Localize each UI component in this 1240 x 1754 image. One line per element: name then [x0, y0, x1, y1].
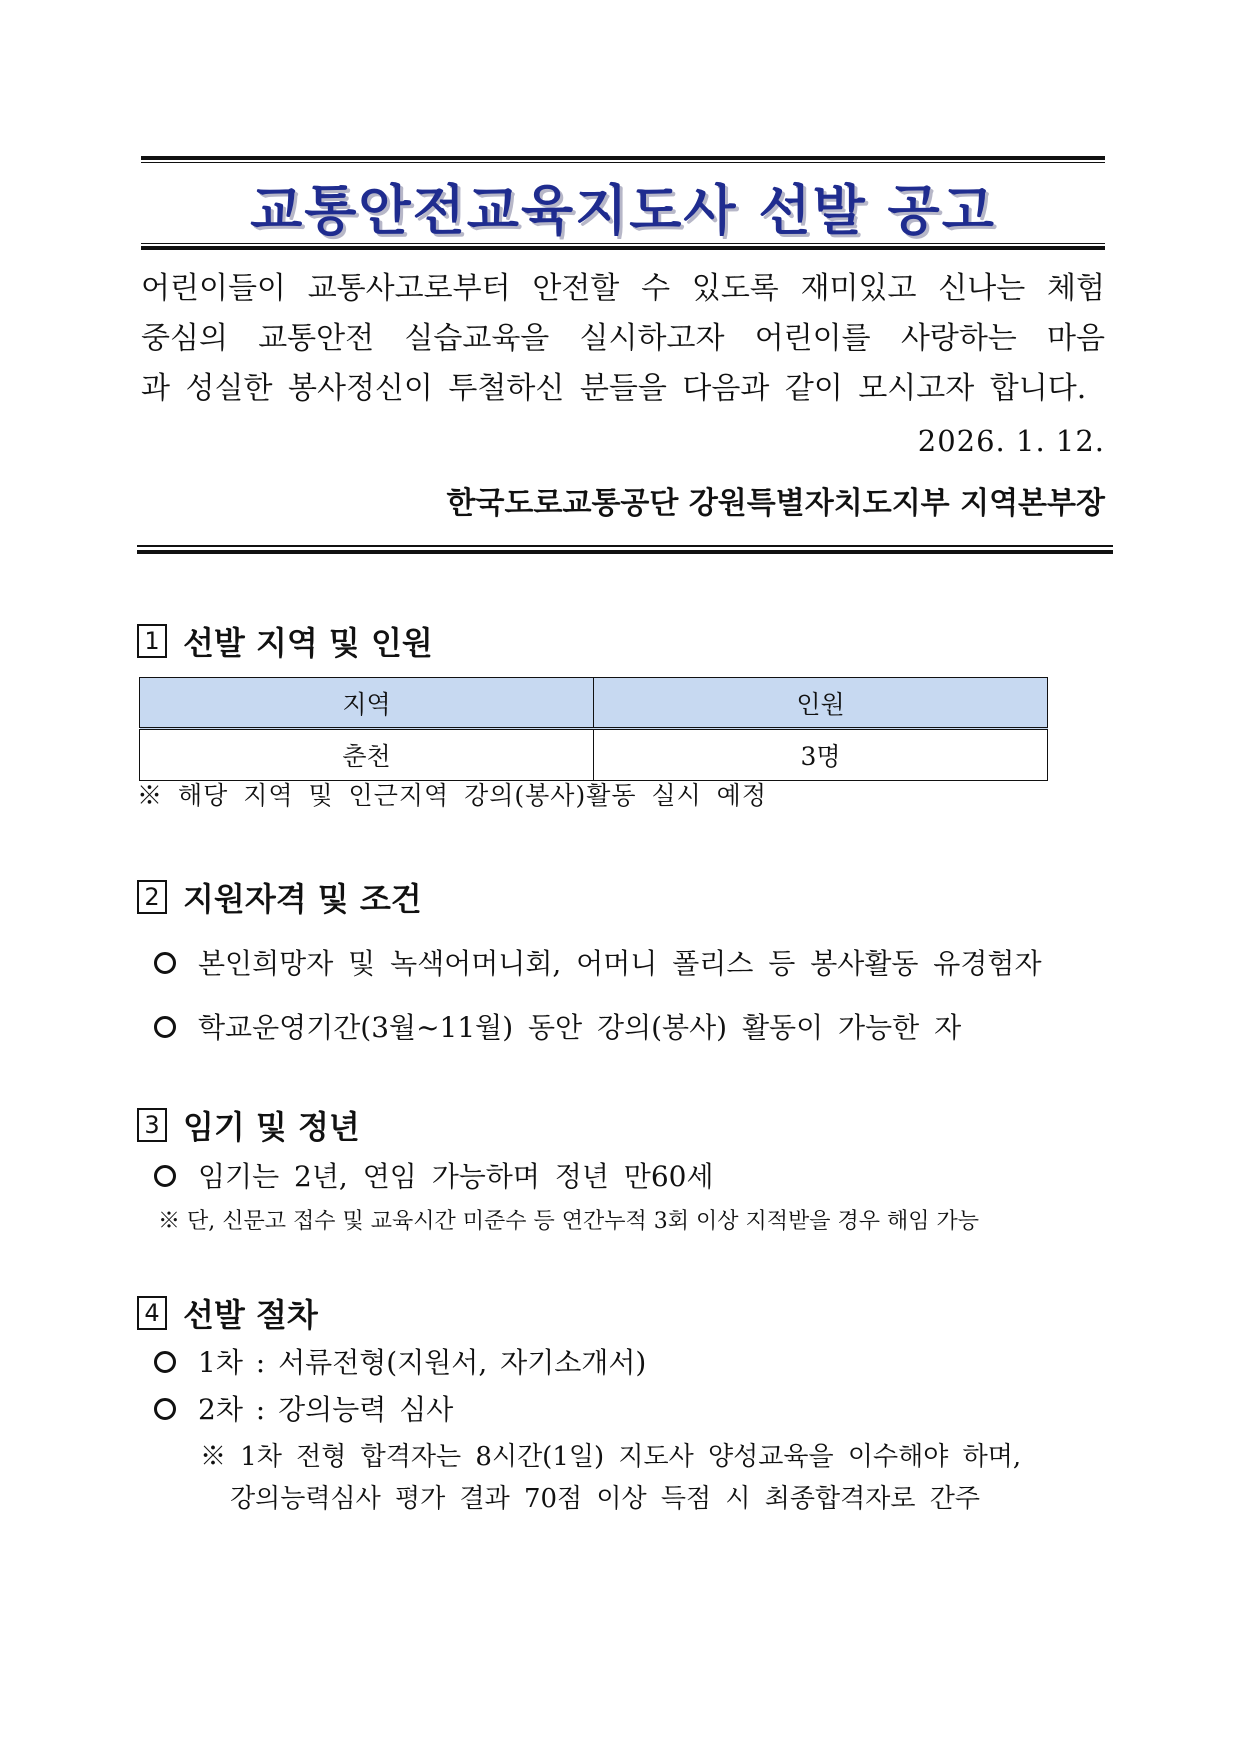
table-cell-count: 3명 — [594, 729, 1048, 781]
intro-word: 실습교육을 — [404, 321, 550, 356]
title-bottom-rule-thin — [141, 243, 1105, 244]
item-text: 학교운영기간(3월~11월) 동안 강의(봉사) 활동이 가능한 자 — [198, 1011, 962, 1044]
table-cell-region: 춘천 — [140, 729, 594, 781]
intro-word: 안전할 — [532, 271, 620, 306]
circle-bullet-icon — [154, 1398, 176, 1420]
intro-word: 교통안전 — [258, 321, 375, 356]
issuer-name: 한국도로교통공단 강원특별자치도지부 지역본부장 — [446, 486, 1105, 521]
section-4-note-line-2: 강의능력심사 평가 결과 70점 이상 득점 시 최종합격자로 간주 — [230, 1484, 980, 1514]
section-3-note: ※ 단, 신문고 접수 및 교육시간 미준수 등 연간누적 3회 이상 지적받을 경우 해임 가능 — [158, 1209, 979, 1234]
section-2-title: 지원자격 및 조건 — [183, 880, 422, 918]
table-header-row — [140, 678, 1048, 729]
section-1-header — [137, 618, 433, 664]
section-4-header — [137, 1290, 318, 1336]
intro-word: 사랑하는 — [900, 321, 1017, 356]
circle-bullet-icon — [154, 1351, 176, 1373]
intro-line-2 — [141, 314, 1105, 364]
section-3-title: 임기 및 정년 — [183, 1108, 360, 1146]
section-3-item-1 — [154, 1155, 714, 1195]
table-row — [140, 729, 1048, 781]
section-3-header — [137, 1102, 360, 1148]
header-separator-thick — [137, 550, 1113, 554]
intro-word: 교통사고로부터 — [307, 271, 511, 306]
notice-date: 2026. 1. 12. — [917, 424, 1105, 458]
title-top-rule — [141, 156, 1105, 160]
intro-word: 신나는 — [938, 271, 1026, 306]
item-text: 임기는 2년, 연임 가능하며 정년 만60세 — [198, 1160, 714, 1193]
title-bottom-rule — [141, 246, 1105, 250]
circle-bullet-icon — [154, 1165, 176, 1187]
intro-word: 중심의 — [141, 321, 228, 356]
title-top-rule-thin — [141, 162, 1105, 163]
intro-word: 있도록 — [691, 271, 779, 306]
intro-word: 어린이를 — [754, 321, 871, 356]
table-header-cell: 지역 — [140, 678, 594, 729]
page-title: 교통안전교육지도사 선발 공고 — [250, 179, 996, 242]
circle-bullet-icon — [154, 1016, 176, 1038]
selection-table — [139, 677, 1048, 781]
intro-line-1 — [141, 264, 1105, 314]
intro-word: 마음 — [1047, 321, 1105, 356]
section-2-header — [137, 874, 422, 920]
intro-word: 수 — [641, 271, 671, 306]
header-separator-thin — [137, 545, 1113, 547]
section-4-item-2 — [154, 1388, 453, 1428]
section-2-item-2 — [154, 1006, 961, 1046]
intro-line-3-text: 과 성실한 봉사정신이 투철하신 분들을 다음과 같이 모시고자 합니다. — [141, 371, 1087, 406]
section-2-number: 2 — [137, 880, 167, 914]
item-text: 1차 : 서류전형(지원서, 자기소개서) — [198, 1346, 647, 1379]
circle-bullet-icon — [154, 952, 176, 974]
intro-word: 실시하고자 — [579, 321, 725, 356]
section-4-note-line-1: ※ 1차 전형 합격자는 8시간(1일) 지도사 양성교육을 이수해야 하며, — [200, 1442, 1022, 1472]
section-1-title: 선발 지역 및 인원 — [183, 624, 433, 662]
intro-word: 어린이들이 — [141, 271, 286, 306]
section-4-number: 4 — [137, 1296, 167, 1330]
item-text: 2차 : 강의능력 심사 — [198, 1393, 454, 1426]
section-3-number: 3 — [137, 1108, 167, 1142]
section-1-number: 1 — [137, 624, 167, 658]
section-2-item-1 — [154, 942, 1042, 982]
intro-word: 체험 — [1047, 271, 1105, 306]
table-header-cell: 인원 — [594, 678, 1048, 729]
intro-word: 재미있고 — [800, 271, 917, 306]
intro-line-3 — [141, 364, 1105, 414]
intro-paragraph — [141, 264, 1105, 414]
section-1-note: ※ 해당 지역 및 인근지역 강의(봉사)활동 실시 예정 — [137, 781, 767, 810]
section-4-title: 선발 절차 — [183, 1296, 318, 1334]
section-4-item-1 — [154, 1341, 646, 1381]
item-text: 본인희망자 및 녹색어머니회, 어머니 폴리스 등 봉사활동 유경험자 — [198, 947, 1042, 980]
